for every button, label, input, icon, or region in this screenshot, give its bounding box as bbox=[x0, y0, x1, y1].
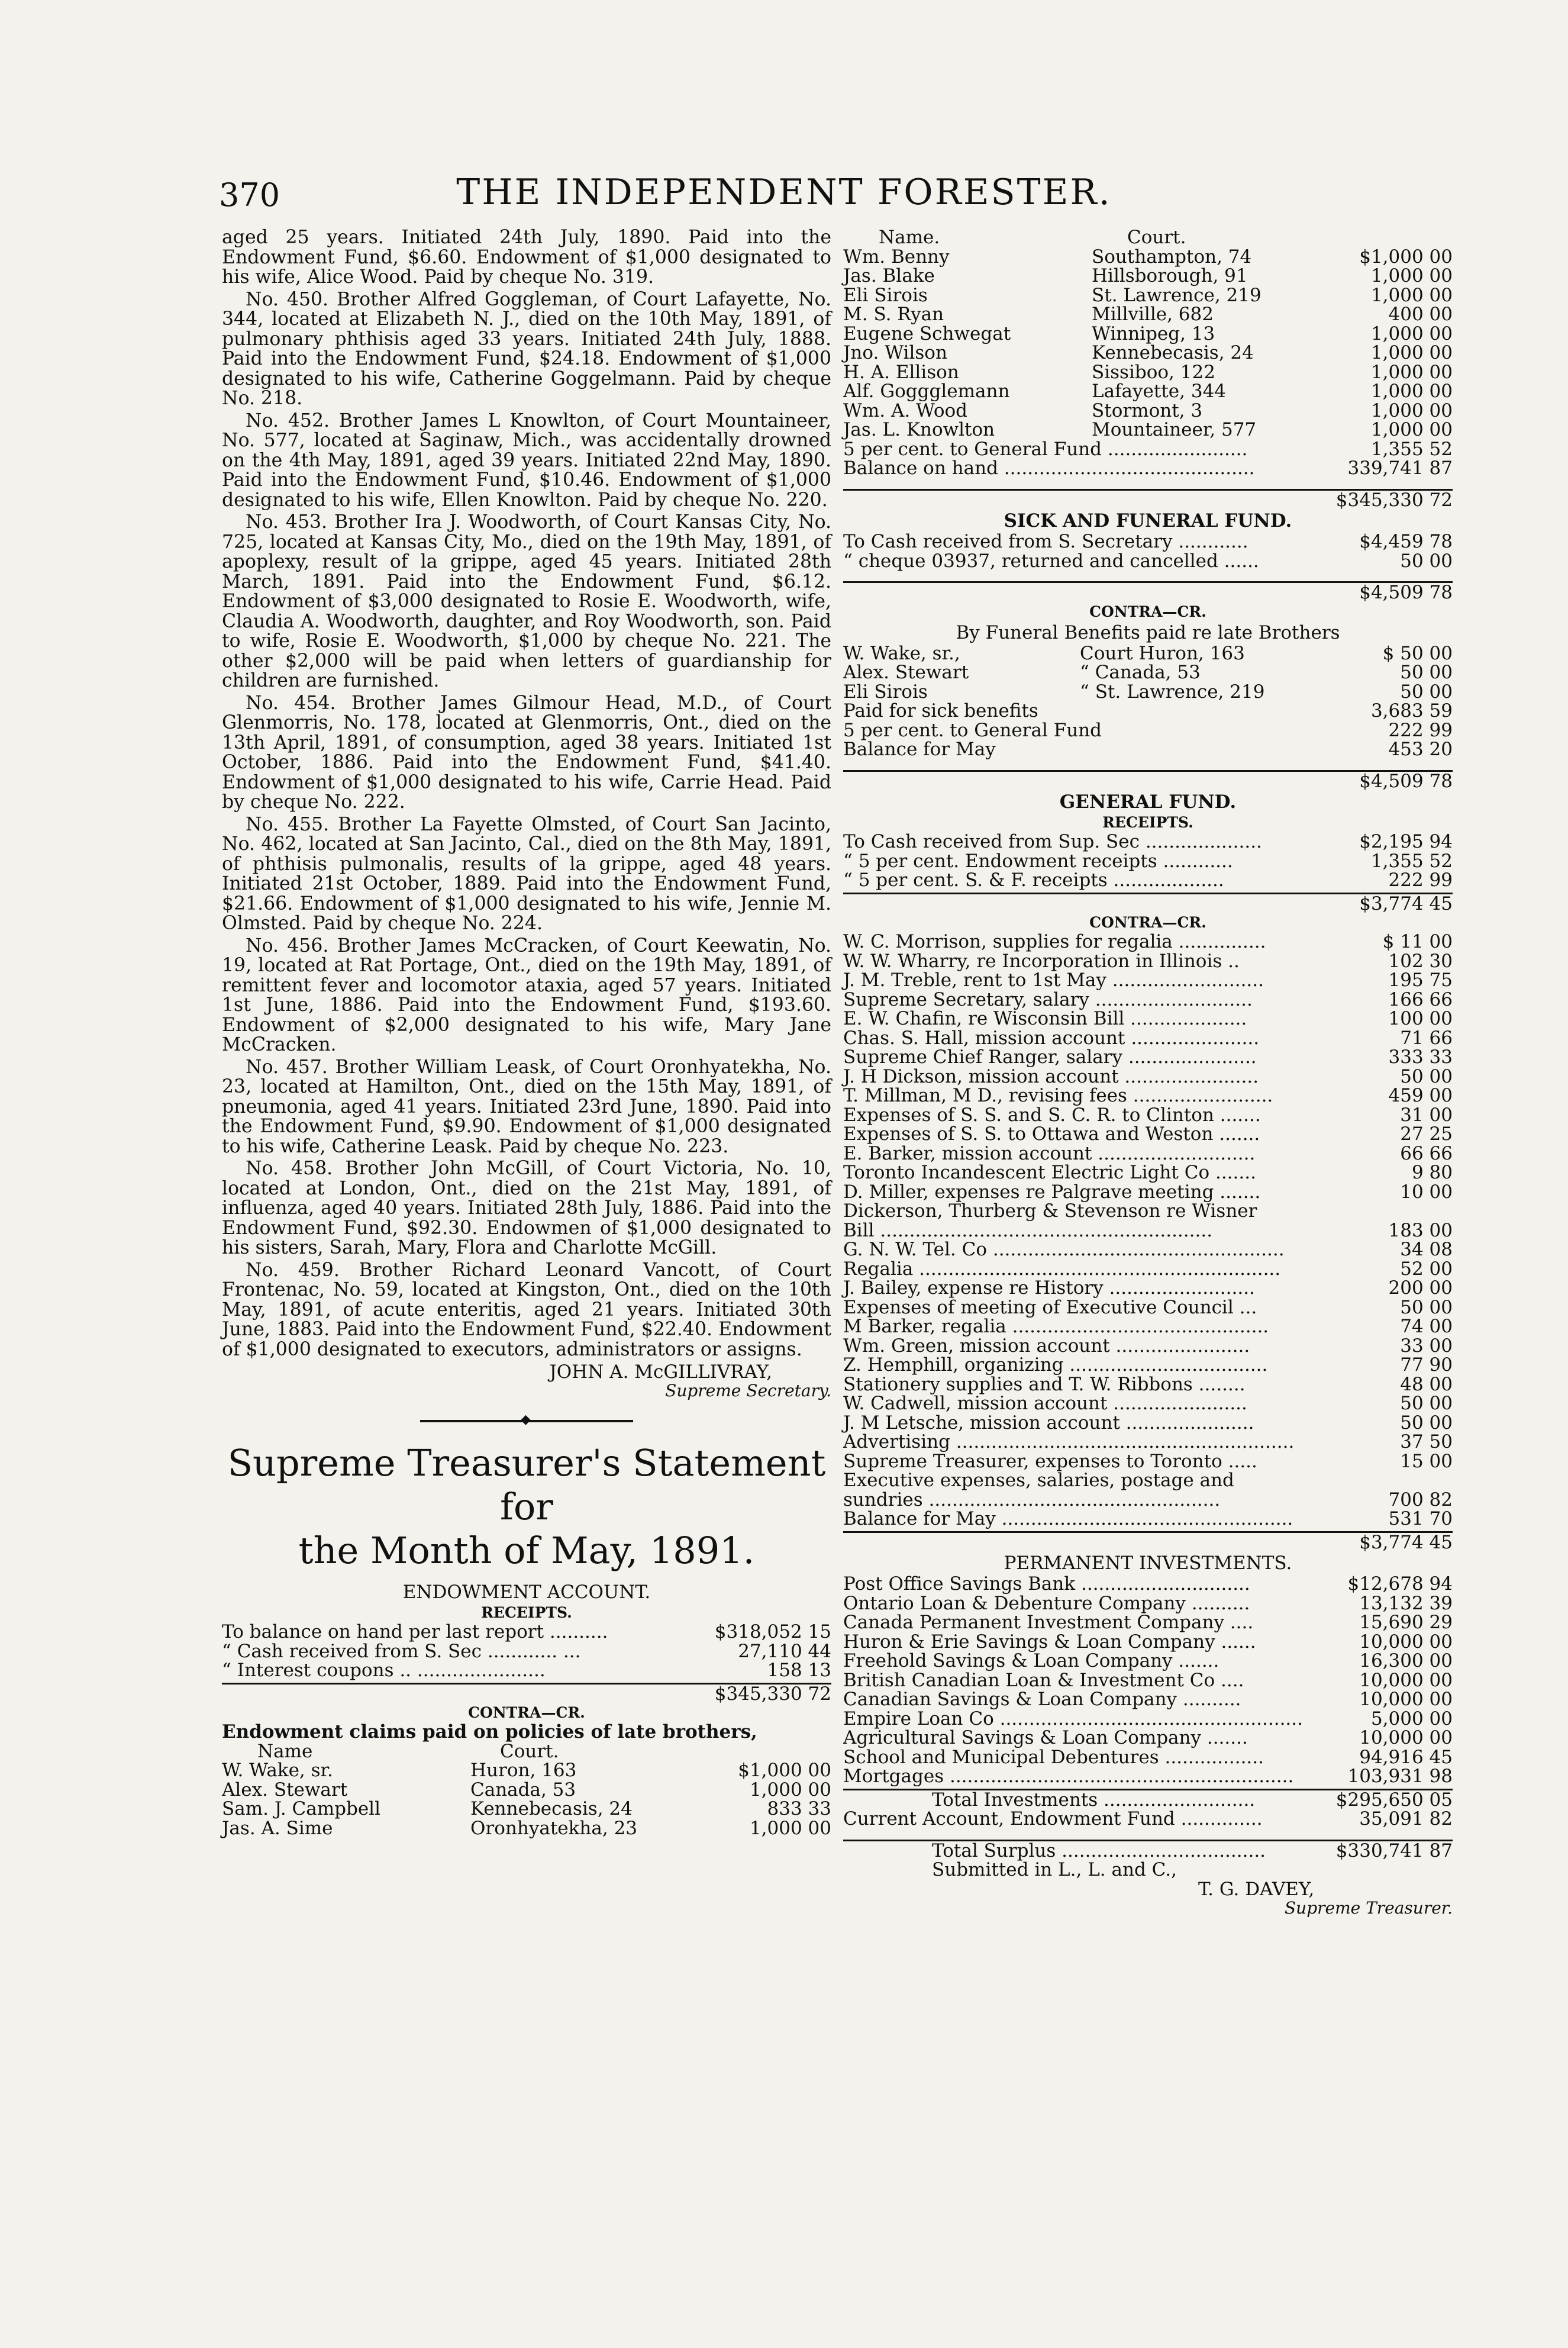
obituary-paragraph: aged 25 years. Initiated 24th July, 1890. Paid into the Endowment Fund, $6.60. Endowment of $1,000 designated to his wife, Alice Wood. Paid by cheque No. 319. bbox=[222, 227, 831, 288]
ledger-row: Expenses of S. S. and S. C. R. to Clinton ....... 31 00 bbox=[843, 1104, 1453, 1126]
ledger-row: To Cash received from S. Secretary ............ $4,459 78 bbox=[843, 531, 1453, 552]
claim-row: W. Wake, sr. Huron, 163 $1,000 00 bbox=[222, 1760, 831, 1781]
ledger-row: J. M Letsche, mission account ...................... 50 00 bbox=[843, 1412, 1453, 1434]
ledger-row: Post Office Savings Bank ............................. $12,678 94 bbox=[843, 1573, 1453, 1595]
benefits-intro: By Funeral Benefits paid re late Brothers bbox=[956, 621, 1340, 643]
ledger-row: Advertising .......................................................... 37 50 bbox=[843, 1431, 1453, 1452]
claims-header: Name. Court. bbox=[879, 227, 1186, 248]
ledger-total: $4,509 78 bbox=[843, 581, 1453, 603]
ledger-row: Mortgages ........................................................... 103,931 98 bbox=[843, 1766, 1453, 1787]
total-investments: Total Investments .......................... $295,650 05 bbox=[843, 1789, 1453, 1810]
ledger-row: W. Cadwell, mission account ....................... 50 00 bbox=[843, 1393, 1453, 1414]
statement-title-line-2: the Month of May, 1891. bbox=[298, 1529, 755, 1572]
ledger-row: M Barker, regalia ............................................ 74 00 bbox=[843, 1316, 1453, 1337]
submitted-line: Submitted in L., L. and C., bbox=[932, 1859, 1177, 1880]
ledger-row: Freehold Savings & Loan Company ....... 16,300 00 bbox=[843, 1650, 1453, 1671]
total-surplus: Total Surplus ................................... $330,741 87 bbox=[843, 1840, 1453, 1861]
obituary-paragraph: No. 456. Brother James McCracken, of Court Keewatin, No. 19, located at Rat Portage, Ont., died on the 19th May, 1891, of remittent fever and locomotor ataxia, aged 57 years. Initiated 1st June, 1886. Paid into the Endowment Fund, $193.60. Endowment of $2,000 designated to his wife, Mary Jane McCracken. bbox=[222, 935, 831, 1055]
claim-row: Sam. J. Campbell Kennebecasis, 24 833 33 bbox=[222, 1798, 831, 1819]
claims-intro: Endowment claims paid on policies of late brothers, bbox=[222, 1721, 757, 1743]
contra-heading: CONTRA—CR. bbox=[1089, 914, 1206, 931]
ledger-row: J. H Dickson, mission account ....................... 50 00 bbox=[843, 1065, 1453, 1087]
receipts-heading: RECEIPTS. bbox=[481, 1604, 572, 1621]
ledger-row: Balance on hand ........................................... 339,741 87 bbox=[843, 458, 1453, 479]
ledger-row: T. Millman, M D., revising fees ........................ 459 00 bbox=[843, 1085, 1453, 1106]
claim-row: Alex. Stewart Canada, 53 1,000 00 bbox=[222, 1779, 831, 1801]
obituary-paragraph: No. 458. Brother John McGill, of Court Victoria, No. 10, located at London, Ont., died on the 21st May, 1891, of influenza, aged 40 years. Initiated 28th July, 1886. Paid into the Endowment Fund, $92.30. Endowmen of $1,000 designated to his sisters, Sarah, Mary, Flora and Charlotte McGill. bbox=[222, 1158, 831, 1258]
ledger-row: Wm. Green, mission account ....................... 33 00 bbox=[843, 1335, 1453, 1357]
statement-title-line-1: Supreme Treasurer's Statement for bbox=[227, 1441, 826, 1528]
ledger-total: $345,330 72 bbox=[843, 489, 1453, 510]
obituary-paragraph: No. 450. Brother Alfred Goggleman, of Court Lafayette, No. 344, located at Elizabeth N. J., died on the 10th May, 1891, of pulmonary phthisis aged 33 years. Initiated 24th July, 1888. Paid into the Endowment Fund, $24.18. Endowment of $1,000 designated to his wife, Catherine Goggelmann. Paid by cheque No. 218. bbox=[222, 288, 831, 409]
ledger-row: J. M. Treble, rent to 1st May .......................... 195 75 bbox=[843, 970, 1453, 991]
ledger-row: Paid for sick benefits 3,683 59 bbox=[843, 700, 1453, 722]
ledger-row: “ 5 per cent. S. & F. receipts ................... 222 99 bbox=[843, 869, 1453, 891]
claim-row: Eugene Schwegat Winnipeg, 13 1,000 00 bbox=[843, 323, 1453, 344]
ledger-row: J. Bailey, expense re History ......................... 200 00 bbox=[843, 1277, 1453, 1299]
ledger-row: 5 per cent. to General Fund 222 99 bbox=[843, 719, 1453, 741]
general-fund-heading: GENERAL FUND. bbox=[1059, 791, 1237, 813]
diamond-ornament-icon: ◆ bbox=[521, 1412, 531, 1427]
claim-row: W. Wake, sr., Court Huron, 163 $ 50 00 bbox=[843, 642, 1453, 664]
ledger-row: Supreme Treasurer, expenses to Toronto ..... 15 00 bbox=[843, 1450, 1453, 1472]
page-header bbox=[0, 172, 1568, 225]
ledger-row: Supreme Secretary, salary ........................... 166 66 bbox=[843, 988, 1453, 1010]
ledger-row: “ cheque 03937, returned and cancelled ...... 50 00 bbox=[843, 550, 1453, 572]
ledger-row: 5 per cent. to General Fund ........................ 1,355 52 bbox=[843, 438, 1453, 460]
ledger-total: $345,330 72 bbox=[222, 1683, 831, 1704]
sick-fund-receipts bbox=[843, 532, 1453, 603]
obituary-paragraph: No. 453. Brother Ira J. Woodworth, of Court Kansas City, No. 725, located at Kansas City, Mo., died on the 19th May, 1891, of apoplexy, result of la grippe, aged 45 years. Initiated 28th March, 1891. Paid into the Endowment Fund, $6.12. Endowment of $3,000 designated to Rosie E. Woodworth, wife, Claudia A. Woodworth, daughter, and Roy Woodworth, son. Paid to wife, Rosie E. Woodworth, $1,000 by cheque No. 221. The other $2,000 will be paid when letters of guardianship for children are furnished. bbox=[222, 511, 831, 691]
obituary-list bbox=[222, 228, 831, 1360]
journal-title: THE INDEPENDENT FORESTER. bbox=[456, 172, 1112, 213]
obituary-paragraph: No. 457. Brother William Leask, of Court Oronhyatekha, No. 23, located at Hamilton, Ont., died on the 15th May, 1891, of pneumonia, aged 41 years. Initiated 23rd June, 1890. Paid into the Endowment Fund, $9.90. Endowment of $1,000 designated to his wife, Catherine Leask. Paid by cheque No. 223. bbox=[222, 1056, 831, 1157]
ledger-row: To balance on hand per last report .......... $318,052 15 bbox=[222, 1621, 831, 1642]
claim-row: Jas. A. Sime Oronhyatekha, 23 1,000 00 bbox=[222, 1817, 831, 1839]
ledger-row: W. W. Wharry, re Incorporation in Illinois .. 102 30 bbox=[843, 950, 1453, 972]
ledger-row: Canadian Savings & Loan Company .......... 10,000 00 bbox=[843, 1689, 1453, 1710]
ledger-row: Expenses of meeting of Executive Council ... 50 00 bbox=[843, 1296, 1453, 1318]
ledger-row: D. Miller, expenses re Palgrave meeting ....... 10 00 bbox=[843, 1181, 1453, 1203]
ledger-row: Huron & Erie Savings & Loan Company ...... 10,000 00 bbox=[843, 1631, 1453, 1653]
ledger-row: E. W. Chafin, re Wisconsin Bill .................... 100 00 bbox=[843, 1008, 1453, 1029]
ledger-row: Canada Permanent Investment Company .... 15,690 29 bbox=[843, 1612, 1453, 1633]
ledger-row: Chas. S. Hall, mission account ...................... 71 66 bbox=[843, 1027, 1453, 1049]
investments-heading: PERMANENT INVESTMENTS. bbox=[1004, 1553, 1292, 1574]
page-number: 370 bbox=[219, 176, 280, 214]
ledger-row: E. Barker, mission account ........................... 66 66 bbox=[843, 1142, 1453, 1164]
ledger-row: British Canadian Loan & Investment Co .... 10,000 00 bbox=[843, 1669, 1453, 1691]
claim-row: Alf. Goggglemann Lafayette, 344 1,000 00 bbox=[843, 381, 1453, 402]
claim-row: Eli Sirois “ St. Lawrence, 219 50 00 bbox=[843, 681, 1453, 703]
claim-row: Jas. Blake Hillsborough, 91 1,000 00 bbox=[843, 265, 1453, 286]
claims-list bbox=[843, 247, 1453, 510]
sick-fund-heading: SICK AND FUNERAL FUND. bbox=[1004, 510, 1292, 532]
ledger-row: “ Cash received from S. Sec ............ ... 27,110 44 bbox=[222, 1640, 831, 1662]
ledger-row: “ Interest coupons .. ...................... 158 13 bbox=[222, 1660, 831, 1681]
ledger-row: Ontario Loan & Debenture Company .......... 13,132 39 bbox=[843, 1592, 1453, 1614]
endowment-receipts bbox=[222, 1622, 831, 1703]
claim-row: Alex. Stewart “ Canada, 53 50 00 bbox=[843, 662, 1453, 683]
ledger-row: Empire Loan Co .................................................... 5,000 00 bbox=[843, 1708, 1453, 1729]
endowment-heading: ENDOWMENT ACCOUNT. bbox=[402, 1582, 651, 1603]
ledger-row: To Cash received from Sup. Sec .................... $2,195 94 bbox=[843, 831, 1453, 852]
ledger-row: Agricultural Savings & Loan Company ....... 10,000 00 bbox=[843, 1727, 1453, 1748]
receipts-heading: RECEIPTS. bbox=[1102, 814, 1193, 831]
ledger-row: Expenses of S. S. to Ottawa and Weston ....... 27 25 bbox=[843, 1123, 1453, 1145]
obituary-paragraph: No. 459. Brother Richard Leonard Vancott, of Court Frontenac, No. 59, located at Kingston, Ont., died on the 10th May, 1891, of acute enteritis, aged 21 years. Initiated 30th June, 1883. Paid into the Endowment Fund, $22.40. Endowment of $1,000 designated to executors, administrators or assigns. bbox=[222, 1259, 831, 1360]
treasurer-name: T. G. DAVEY, bbox=[1198, 1878, 1315, 1900]
secretary-signature: JOHN A. McGILLIVRAY, bbox=[549, 1361, 772, 1383]
claim-row: Jas. L. Knowlton Mountaineer, 577 1,000 00 bbox=[843, 419, 1453, 440]
ledger-row: Executive expenses, salaries, postage and bbox=[843, 1470, 1234, 1491]
ledger-row: Stationery supplies and T. W. Ribbons ........ 48 00 bbox=[843, 1373, 1453, 1395]
treasurer-role: Supreme Treasurer. bbox=[1284, 1898, 1453, 1918]
claim-row: H. A. Ellison Sissiboo, 122 1,000 00 bbox=[843, 361, 1453, 383]
ledger-row: Dickerson, Thurberg & Stevenson re Wisner bbox=[843, 1200, 1257, 1222]
ledger-row: Supreme Chief Ranger, salary ...................... 333 33 bbox=[843, 1046, 1453, 1068]
claims-header: Name Court. bbox=[257, 1740, 559, 1762]
obituary-paragraph: No. 455. Brother La Fayette Olmsted, of Court San Jacinto, No. 462, located at San Jacinto, Cal., died on the 8th May, 1891, of phthisis pulmonalis, results of la grippe, aged 48 years. Initiated 21st October, 1889. Paid into the Endowment Fund, $21.66. Endowment of $1,000 designated to his wife, Jennie M. Olmsted. Paid by cheque No. 224. bbox=[222, 813, 831, 934]
secretary-role: Supreme Secretary. bbox=[665, 1381, 831, 1400]
ledger-total: $3,774 45 bbox=[843, 893, 1453, 914]
current-account: Current Account, Endowment Fund .............. 35,091 82 bbox=[843, 1808, 1453, 1830]
claim-row: Jno. Wilson Kennebecasis, 24 1,000 00 bbox=[843, 342, 1453, 363]
claim-row: Eli Sirois St. Lawrence, 219 1,000 00 bbox=[843, 284, 1453, 306]
general-receipts bbox=[843, 832, 1453, 913]
claims-list bbox=[222, 1761, 831, 1838]
ledger-total: $4,509 78 bbox=[843, 770, 1453, 791]
ledger-row: “ 5 per cent. Endowment receipts ............ 1,355 52 bbox=[843, 850, 1453, 872]
right-column bbox=[843, 228, 1453, 1918]
investments-list bbox=[843, 1574, 1453, 1860]
obituary-paragraph: No. 454. Brother James Gilmour Head, M.D., of Court Glenmorris, No. 178, located at Glenmorris, Ont., died on the 13th April, 1891, of consumption, aged 38 years. Initiated 1st October, 1886. Paid into the Endowment Fund, $41.40. Endowment of $1,000 designated to his wife, Carrie Head. Paid by cheque No. 222. bbox=[222, 692, 831, 813]
section-divider bbox=[420, 1412, 633, 1427]
contra-heading: CONTRA—CR. bbox=[1089, 603, 1206, 620]
ledger-row: School and Municipal Debentures ................. 94,916 45 bbox=[843, 1746, 1453, 1768]
claim-row: Wm. Benny Southampton, 74 $1,000 00 bbox=[843, 246, 1453, 268]
ledger-row: Toronto Incandescent Electric Light Co ....... 9 80 bbox=[843, 1162, 1453, 1183]
sick-benefits-list bbox=[843, 644, 1453, 791]
obituary-paragraph: No. 452. Brother James L Knowlton, of Court Mountaineer, No. 577, located at Saginaw, Mich., was accidentally drowned on the 4th May, 1891, aged 39 years. Initiated 22nd May, 1890. Paid into the Endowment Fund, $10.46. Endowment of $1,000 designated to his wife, Ellen Knowlton. Paid by cheque No. 220. bbox=[222, 410, 831, 511]
ledger-total: $3,774 45 bbox=[843, 1531, 1453, 1553]
ledger-row: W. C. Morrison, supplies for regalia ............... $ 11 00 bbox=[843, 931, 1453, 952]
ledger-row: G. N. W. Tel. Co .................................................. 34 08 bbox=[843, 1239, 1453, 1260]
ledger-row: sundries .................................................. 700 82 bbox=[843, 1489, 1453, 1510]
general-expenses bbox=[843, 932, 1453, 1552]
ledger-row: Z. Hemphill, organizing .................................. 77 90 bbox=[843, 1354, 1453, 1376]
left-column bbox=[222, 228, 831, 1838]
ledger-row: Regalia .............................................................. 52 00 bbox=[843, 1258, 1453, 1280]
ledger-row: Balance for May 453 20 bbox=[843, 739, 1453, 760]
claim-row: Wm. A. Wood Stormont, 3 1,000 00 bbox=[843, 400, 1453, 421]
claim-row: M. S. Ryan Millville, 682 400 00 bbox=[843, 304, 1453, 325]
contra-heading: CONTRA—CR. bbox=[468, 1704, 585, 1721]
ledger-row: Bill ......................................................... 183 00 bbox=[843, 1219, 1453, 1241]
ledger-row: Balance for May .................................................. 531 70 bbox=[843, 1508, 1453, 1529]
